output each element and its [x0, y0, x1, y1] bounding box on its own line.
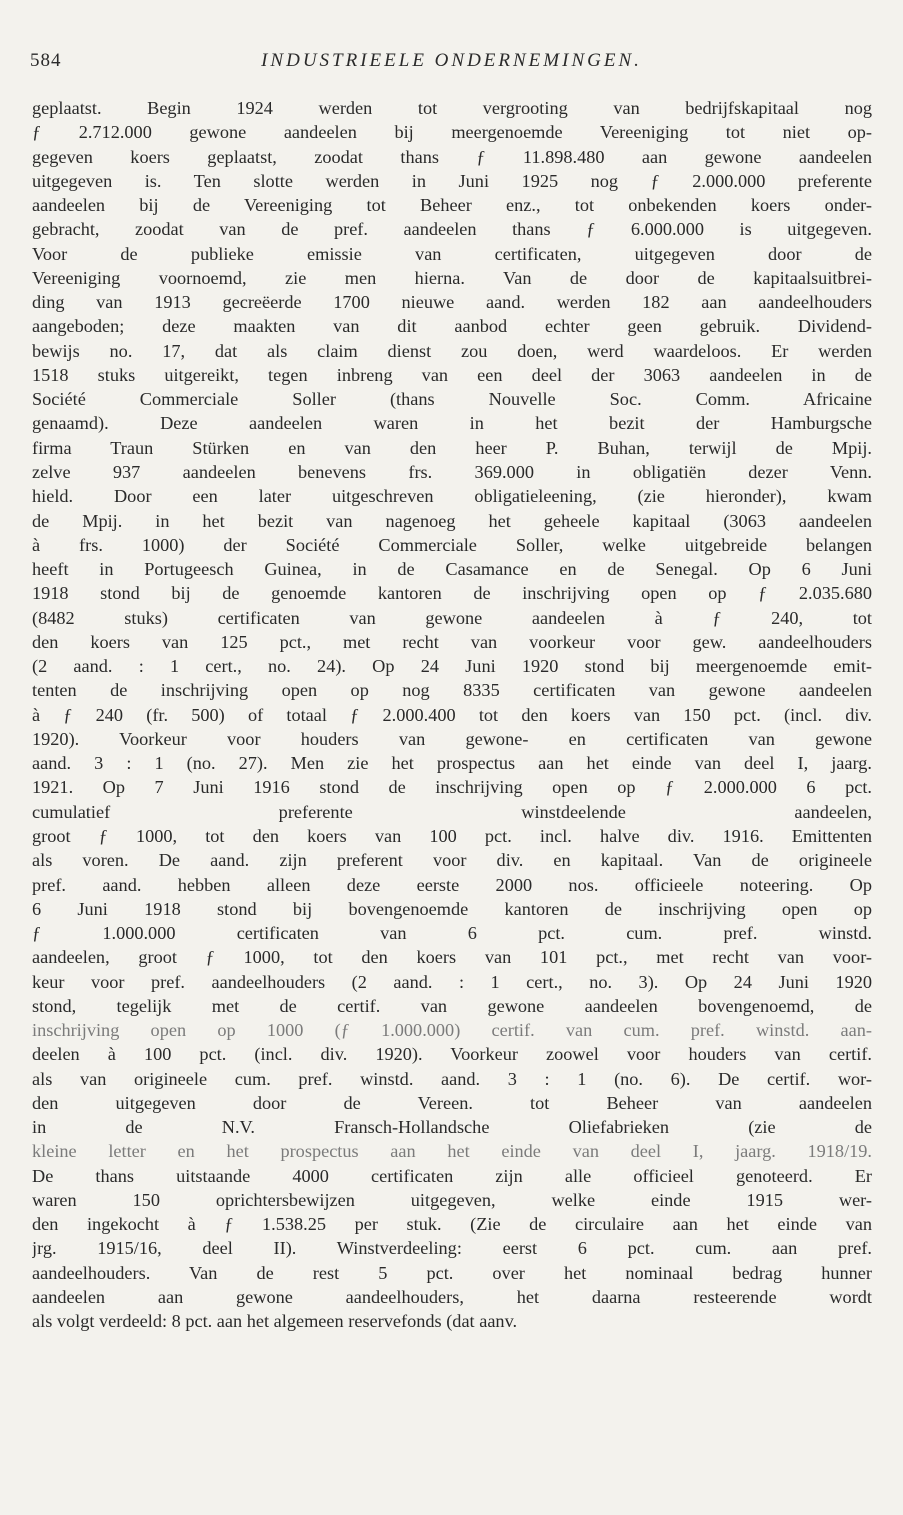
text-line: aandeelen, groot ƒ 1000, tot den koers van 101 pct., met recht van voor-	[32, 947, 872, 968]
text-line: als volgt verdeeld: 8 pct. aan het algemeen reservefonds (dat aanv.	[32, 1311, 518, 1332]
text-line: den ingekocht à ƒ 1.538.25 per stuk. (Zie de circulaire aan het einde van	[32, 1214, 872, 1235]
text-line: als van origineele cum. pref. winstd. aand. 3 : 1 (no. 6). De certif. wor-	[32, 1068, 872, 1089]
text-line: gebracht, zoodat van de pref. aandeelen thans ƒ 6.000.000 is uitgegeven.	[32, 219, 872, 240]
text-line: tenten de inschrijving open op nog 8335 certificaten van gewone aandeelen	[32, 680, 872, 701]
text-line: (8482 stuks) certificaten van gewone aandeelen à ƒ 240, tot	[32, 607, 872, 628]
text-line: 1518 stuks uitgereikt, tegen inbreng van een deel der 3063 aandeelen in de	[32, 364, 872, 385]
text-line: keur voor pref. aandeelhouders (2 aand. : 1 cert., no. 3). Op 24 Juni 1920	[32, 971, 872, 992]
text-line: bewijs no. 17, dat als claim dienst zou doen, werd waardeloos. Er werden	[32, 340, 872, 361]
text-line: kleine letter en het prospectus aan het einde van deel I, jaarg. 1918/19.	[32, 1141, 872, 1162]
text-line: waren 150 oprichtersbewijzen uitgegeven, welke einde 1915 wer-	[32, 1189, 872, 1210]
text-line: uitgegeven is. Ten slotte werden in Juni 1925 nog ƒ 2.000.000 preferente	[32, 170, 872, 191]
text-line: aandeelhouders. Van de rest 5 pct. over het nominaal bedrag hunner	[32, 1262, 872, 1283]
text-line: aand. 3 : 1 (no. 27). Men zie het prospectus aan het einde van deel I, jaarg.	[32, 753, 872, 774]
text-line: Vereeniging voornoemd, zie men hierna. Van de door de kapitaalsuitbrei-	[32, 267, 872, 288]
text-line: cumulatief preferente winstdeelende aandeelen,	[32, 801, 872, 822]
text-line: de Mpij. in het bezit van nagenoeg het geheele kapitaal (3063 aandeelen	[32, 510, 872, 531]
text-line: 1920). Voorkeur voor houders van gewone- en certificaten van gewone	[32, 728, 872, 749]
text-line: stond, tegelijk met de certif. van gewone aandeelen bovengenoemd, de	[32, 995, 872, 1016]
text-line: ƒ 1.000.000 certificaten van 6 pct. cum. pref. winstd.	[32, 923, 872, 944]
text-line: à ƒ 240 (fr. 500) of totaal ƒ 2.000.400 tot den koers van 150 pct. (incl. div.	[32, 704, 872, 725]
text-line: pref. aand. hebben alleen deze eerste 2000 nos. officieele noteering. Op	[32, 874, 872, 895]
text-line: jrg. 1915/16, deel II). Winstverdeeling: eerst 6 pct. cum. aan pref.	[32, 1238, 872, 1259]
text-line: Voor de publieke emissie van certificaten, uitgegeven door de	[32, 243, 872, 264]
text-line: 6 Juni 1918 stond bij bovengenoemde kantoren de inschrijving open op	[32, 898, 872, 919]
text-line: deelen à 100 pct. (incl. div. 1920). Voorkeur zoowel voor houders van certif.	[32, 1044, 872, 1065]
text-line: zelve 937 aandeelen benevens frs. 369.000 in obligatiën dezer Venn.	[32, 461, 872, 482]
text-line: gegeven koers geplaatst, zoodat thans ƒ 11.898.480 aan gewone aandeelen	[32, 146, 872, 167]
text-line: aangeboden; deze maakten van dit aanbod echter geen gebruik. Dividend-	[32, 316, 872, 337]
text-line: De thans uitstaande 4000 certificaten zijn alle officieel genoteerd. Er	[32, 1165, 872, 1186]
text-line: als voren. De aand. zijn preferent voor div. en kapitaal. Van de origineele	[32, 850, 872, 871]
text-line: hield. Door een later uitgeschreven obligatieleening, (zie hieronder), kwam	[32, 486, 872, 507]
text-line: aandeelen aan gewone aandeelhouders, het daarna resteerende wordt	[32, 1287, 872, 1308]
text-line: groot ƒ 1000, tot den koers van 100 pct. incl. halve div. 1916. Emittenten	[32, 825, 872, 846]
text-line: den koers van 125 pct., met recht van voorkeur voor gew. aandeelhouders	[32, 631, 872, 652]
page-header	[30, 50, 873, 80]
page-number: 584	[30, 50, 62, 71]
text-line: aandeelen bij de Vereeniging tot Beheer enz., tot onbekenden koers onder-	[32, 195, 872, 216]
text-line: den uitgegeven door de Vereen. tot Beheer van aandeelen	[32, 1092, 872, 1113]
text-line: genaamd). Deze aandeelen waren in het bezit der Hamburgsche	[32, 413, 872, 434]
text-line: Société Commerciale Soller (thans Nouvelle Soc. Comm. Africaine	[32, 389, 872, 410]
running-title: INDUSTRIEELE ONDERNEMINGEN.	[261, 50, 642, 71]
text-line: à frs. 1000) der Société Commerciale Soller, welke uitgebreide belangen	[32, 534, 872, 555]
text-line: firma Traun Stürken en van den heer P. Buhan, terwijl de Mpij.	[32, 437, 872, 458]
text-line: 1921. Op 7 Juni 1916 stond de inschrijving open op ƒ 2.000.000 6 pct.	[32, 777, 872, 798]
text-line: heeft in Portugeesch Guinea, in de Casamance en de Senegal. Op 6 Juni	[32, 559, 872, 580]
text-line: ding van 1913 gecreëerde 1700 nieuwe aand. werden 182 aan aandeelhouders	[32, 292, 872, 313]
text-line: geplaatst. Begin 1924 werden tot vergrooting van bedrijfskapitaal nog	[32, 98, 872, 118]
text-line: inschrijving open op 1000 (ƒ 1.000.000) certif. van cum. pref. winstd. aan-	[32, 1020, 872, 1041]
text-line: (2 aand. : 1 cert., no. 24). Op 24 Juni 1920 stond bij meergenoemde emit-	[32, 656, 872, 677]
body-text	[32, 96, 872, 1334]
text-line: 1918 stond bij de genoemde kantoren de inschrijving open op ƒ 2.035.680	[32, 583, 872, 604]
text-line: in de N.V. Fransch-Hollandsche Oliefabrieken (zie de	[32, 1117, 872, 1138]
text-line: ƒ 2.712.000 gewone aandeelen bij meergenoemde Vereeniging tot niet op-	[32, 122, 872, 143]
